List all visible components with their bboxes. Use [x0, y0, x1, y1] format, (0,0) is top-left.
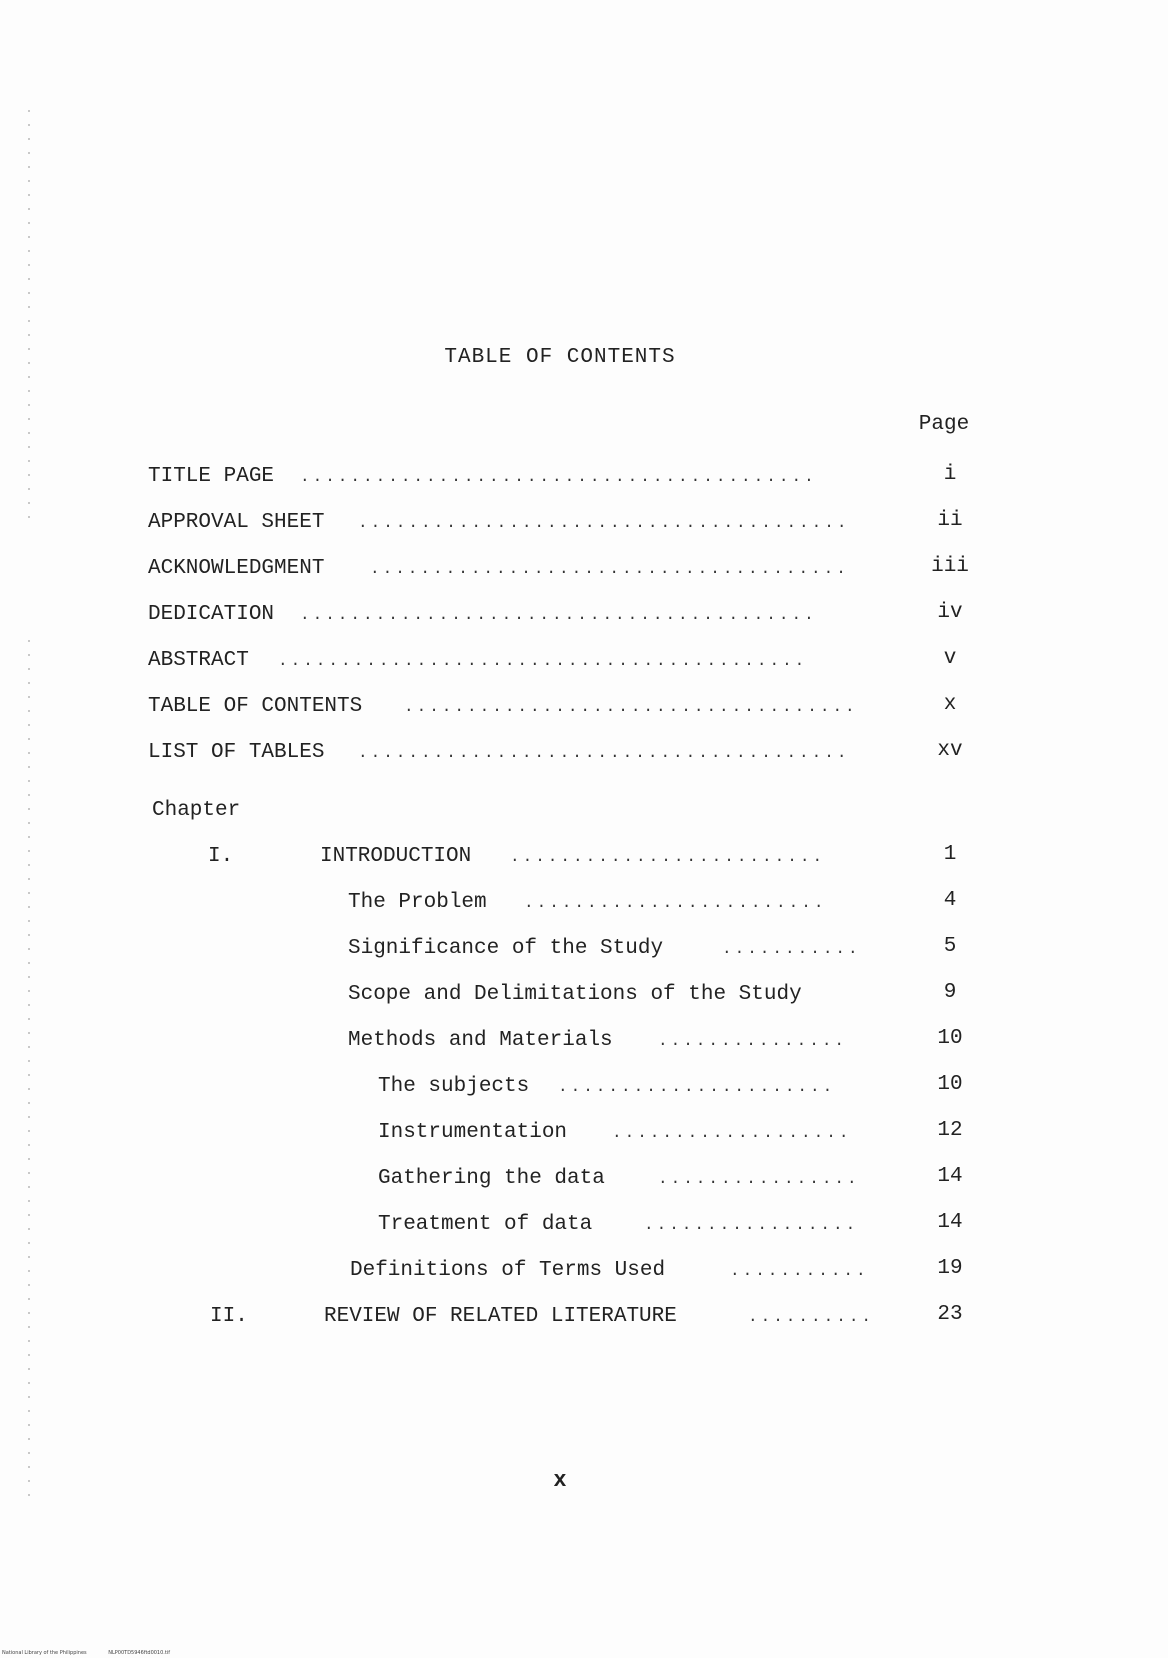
- toc-entry-abstract: [148, 646, 890, 676]
- toc-entry-gathering-data: [378, 1164, 894, 1194]
- dot-leader: ...........: [730, 1262, 869, 1280]
- toc-entry-label: REVIEW OF RELATED LITERATURE: [324, 1305, 677, 1328]
- dot-leader: ...................: [612, 1124, 852, 1142]
- toc-entry-label: Significance of the Study: [348, 937, 664, 960]
- dot-leader: ....................................: [404, 698, 858, 716]
- toc-entry-instrumentation: [378, 1118, 894, 1148]
- toc-entry-the-problem: [348, 888, 894, 918]
- toc-page-number: i: [943, 463, 957, 486]
- dot-leader: ...............: [658, 1032, 848, 1050]
- dot-leader: ......................................: [370, 560, 849, 578]
- chapter-numeral: I.: [208, 845, 234, 868]
- page-title: TABLE OF CONTENTS: [444, 346, 676, 369]
- toc-entry-label: Scope and Delimitations of the Study: [348, 983, 802, 1006]
- scan-edge-artifact: [28, 640, 30, 1500]
- toc-entry-label: Gathering the data: [378, 1167, 605, 1190]
- toc-page-number: 19: [937, 1257, 963, 1280]
- toc-entry-label: Methods and Materials: [348, 1029, 613, 1052]
- dot-leader: ..........: [748, 1308, 875, 1326]
- toc-entry-methods: [348, 1026, 894, 1056]
- toc-entry-introduction: [320, 842, 894, 872]
- toc-entry-treatment-data: [378, 1210, 894, 1240]
- toc-page-number: ii: [937, 509, 963, 532]
- toc-entry-acknowledgment: [148, 554, 890, 584]
- toc-page-number: 5: [943, 935, 957, 958]
- toc-entry-label: Definitions of Terms Used: [350, 1259, 666, 1282]
- scan-footer: [2, 1650, 190, 1656]
- toc-entry-label: TABLE OF CONTENTS: [148, 695, 363, 718]
- toc-page-number: 10: [937, 1073, 963, 1096]
- toc-entry-table-of-contents: [148, 692, 890, 722]
- toc-page-number: 14: [937, 1165, 963, 1188]
- toc-page-number: xv: [937, 739, 963, 762]
- toc-entry-definitions: [350, 1256, 894, 1286]
- dot-leader: .......................................: [358, 744, 850, 762]
- toc-page-number: 12: [937, 1119, 963, 1142]
- toc-entry-label: Treatment of data: [378, 1213, 593, 1236]
- dot-leader: .......................................: [358, 514, 850, 532]
- toc-entry-the-subjects: [378, 1072, 894, 1102]
- dot-leader: ...........: [722, 940, 861, 958]
- toc-page-number: iii: [931, 555, 969, 578]
- dot-leader: ........................: [524, 894, 827, 912]
- toc-page-number: 4: [943, 889, 957, 912]
- toc-page-number: v: [943, 647, 957, 670]
- dot-leader: ..........................................: [278, 652, 808, 670]
- toc-entry-label: Instrumentation: [378, 1121, 568, 1144]
- scan-file-id: NLP00TD5946ftd0010.tif: [108, 1650, 170, 1656]
- toc-entry-label: LIST OF TABLES: [148, 741, 325, 764]
- dot-leader: ................: [658, 1170, 860, 1188]
- toc-entry-approval-sheet: [148, 508, 890, 538]
- scan-source: National Library of the Philippines: [2, 1650, 87, 1656]
- page-folio: x: [553, 1468, 567, 1493]
- dot-leader: .........................................: [300, 606, 817, 624]
- toc-entry-label: The subjects: [378, 1075, 530, 1098]
- toc-page-number: 9: [943, 981, 957, 1004]
- toc-entry-label: ACKNOWLEDGMENT: [148, 557, 325, 580]
- toc-entry-label: DEDICATION: [148, 603, 275, 626]
- toc-entry-review-literature: [324, 1302, 894, 1332]
- page-column-label: Page: [918, 413, 970, 436]
- toc-entry-significance: [348, 934, 894, 964]
- dot-leader: .................: [644, 1216, 859, 1234]
- toc-entry-list-of-tables: [148, 738, 890, 768]
- toc-entry-label: ABSTRACT: [148, 649, 249, 672]
- toc-page-number: 14: [937, 1211, 963, 1234]
- chapter-numeral: II.: [210, 1305, 248, 1328]
- toc-entry-label: TITLE PAGE: [148, 465, 275, 488]
- scan-edge-artifact: [28, 110, 30, 530]
- chapter-heading: Chapter: [152, 799, 241, 822]
- toc-entry-scope: [348, 980, 894, 1010]
- toc-page-number: iv: [937, 601, 963, 624]
- dot-leader: .........................: [510, 848, 826, 866]
- toc-page-number: 1: [943, 843, 957, 866]
- toc-entry-title-page: [148, 462, 890, 492]
- dot-leader: .........................................: [300, 468, 817, 486]
- toc-page-number: 10: [937, 1027, 963, 1050]
- toc-entry-label: APPROVAL SHEET: [148, 511, 325, 534]
- toc-page-number: x: [943, 693, 957, 716]
- toc-page-number: 23: [937, 1303, 963, 1326]
- toc-entry-dedication: [148, 600, 890, 630]
- toc-entry-label: INTRODUCTION: [320, 845, 472, 868]
- toc-entry-label: The Problem: [348, 891, 487, 914]
- dot-leader: ......................: [558, 1078, 836, 1096]
